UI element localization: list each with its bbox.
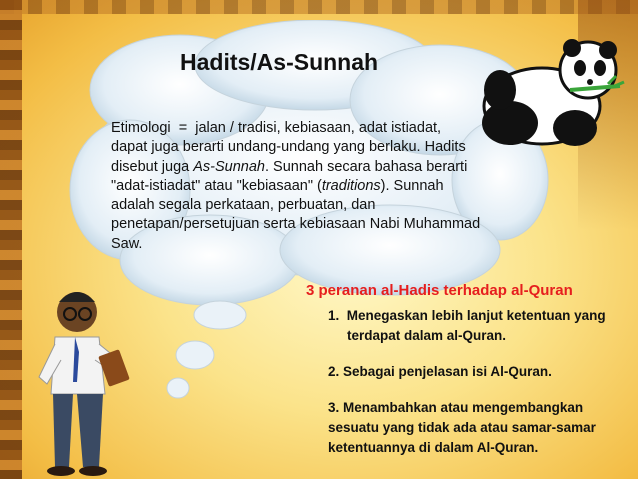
peranan-item-2 — [328, 362, 633, 382]
thought-bubbles — [160, 300, 250, 410]
slide-title: Hadits/As-Sunnah — [180, 49, 379, 75]
top-ornament-border — [0, 0, 638, 14]
etimologi-text-2: . Sunnah secara bahasa berarti "adat-istiadat" atau "kebiasaan" ( — [111, 158, 468, 194]
left-ornament-border — [0, 0, 22, 479]
peranan-item-1-number: 1. — [328, 308, 340, 323]
man-reading-book-icon — [25, 282, 135, 477]
peranan-item-1 — [328, 306, 633, 346]
peranan-item-3 — [328, 398, 633, 458]
etimologi-paragraph — [111, 119, 491, 254]
etimologi-text-3: ). Sunnah adalah segala perkataan, perbuatan, dan penetapan/persetujuan serta kebiasaan Nabi Muhammad Saw. — [111, 177, 481, 252]
peranan-item-3-text: Menambahkan atau mengembangkan sesuatu yang tidak ada atau samar-samar ketentuannya di dalam Al-Quran. — [328, 400, 596, 455]
peranan-item-2-text: Sebagai penjelasan isi Al-Quran. — [343, 364, 552, 379]
peranan-heading: 3 peranan al-Hadis terhadap al-Quran — [306, 282, 573, 299]
peranan-item-1-text: Menegaskan lebih lanjut ketentuan yang terdapat dalam al-Quran. — [346, 308, 606, 343]
traditions-term: traditions — [321, 177, 381, 194]
panda-cartoon-icon — [470, 28, 630, 158]
peranan-item-3-number: 3. — [328, 400, 340, 415]
peranan-item-2-number: 2. — [328, 364, 340, 379]
etimologi-definition: Etimologi = jalan / tradisi, kebiasaan, adat istiadat, — [111, 120, 442, 136]
etimologi-text-1: dapat juga berarti undang-undang yang berlaku. Hadits disebut juga — [111, 139, 466, 175]
as-sunnah-term: As-Sunnah — [193, 158, 265, 175]
peranan-list — [328, 306, 633, 458]
